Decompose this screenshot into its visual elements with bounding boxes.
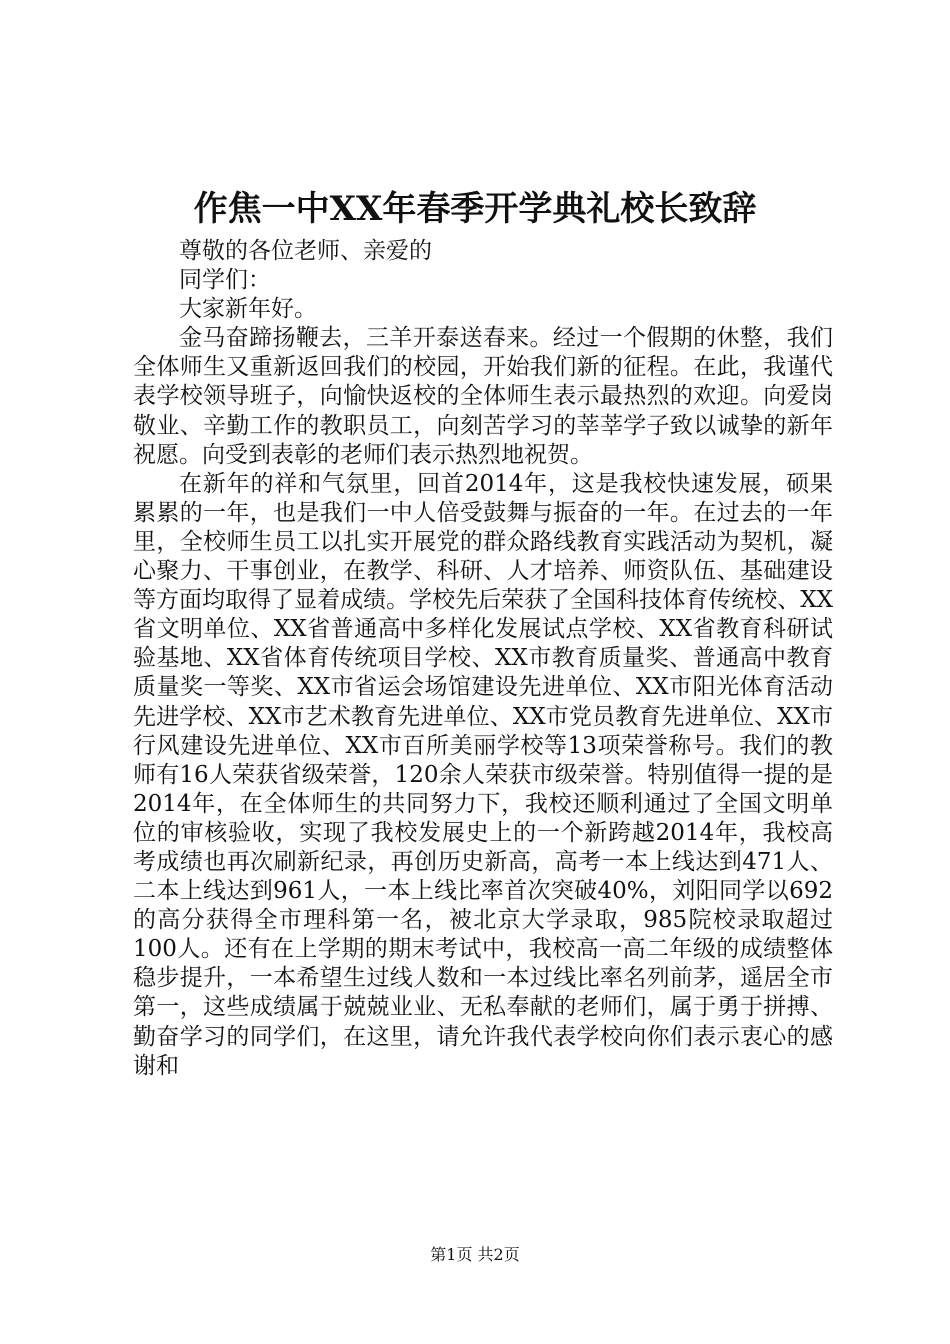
greeting-line-3: 大家新年好。 xyxy=(179,296,317,323)
greeting-line-1: 尊敬的各位老师、亲爱的 xyxy=(179,238,432,264)
paragraph-1: 金马奋蹄扬鞭去，三羊开泰送春来。经过一个假期的休整，我们全体师生又重新返回我们的校园，开始我们新的征程。在此，我谨代表学校领导班子，向愉快返校的全体师生表示最热烈的欢迎。向爱岗敬业、辛勤工作的教职员工，向刻苦学习的莘莘学子致以诚挚的新年祝愿。向受到表彰的老师们表示热烈地祝贺。 xyxy=(133,325,833,468)
greeting-line-2: 同学们： xyxy=(179,267,271,294)
document-body xyxy=(133,237,833,1081)
paragraph-2: 在新年的祥和气氛里，回首2014年，这是我校快速发展，硕果累累的一年，也是我们一中人倍受鼓舞与振奋的一年。在过去的一年里，全校师生员工以扎实开展党的群众路线教育实践活动为契机，凝心聚力、干事创业，在教学、科研、人才培养、师资队伍、基础建设等方面均取得了显着成绩。学校先后荣获了全国科技体育传统校、XX省文明单位、XX省普通高中多样化发展试点学校、XX省教育科研试验基地、XX省体育传统项目学校、XX市教育质量奖、普通高中教育质量奖一等奖、XX市省运会场馆建设先进单位、XX市阳光体育活动先进学校、XX市艺术教育先进单位、XX市党员教育先进单位、XX市行风建设先进单位、XX市百所美丽学校等13项荣誉称号。我们的教师有16人荣获省级荣誉，120余人荣获市级荣誉。特别值得一提的是2014年，在全体师生的共同努力下，我校还顺利通过了全国文明单位的审核验收，实现了我校发展史上的一个新跨越2014年，我校高考成绩也再次刷新纪录，再创历史新高，高考一本上线达到471人、二本上线达到961人，一本上线比率首次突破40%，刘阳同学以692的高分获得全市理科第一名，被北京大学录取，985院校录取超过100人。还有在上学期的期末考试中，我校高一高二年级的成绩整体稳步提升，一本希望生过线人数和一本过线比率名列前茅，遥居全市第一，这些成绩属于兢兢业业、无私奉献的老师们，属于勇于拼搏、勤奋学习的同学们，在这里，请允许我代表学校向你们表示衷心的感谢和 xyxy=(133,470,833,1079)
page-number-footer: 第1页 共2页 xyxy=(430,1245,520,1264)
document-title: 作焦一中XX年春季开学典礼校长致辞 xyxy=(193,189,757,229)
